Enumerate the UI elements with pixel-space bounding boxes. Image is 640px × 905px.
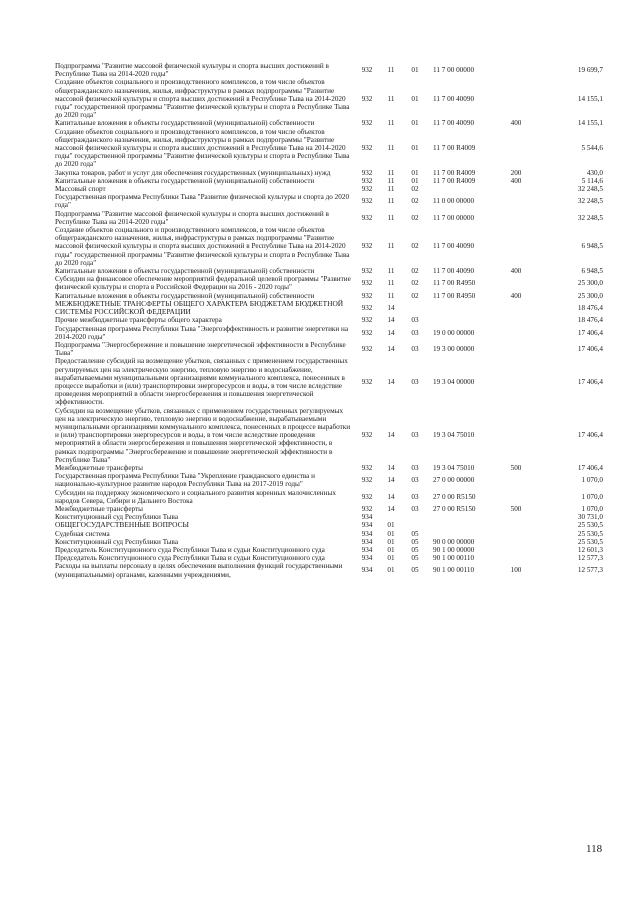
table-row: [55, 177, 615, 185]
row-name: Государственная программа Республики Тыва "Энергоэффективность и развитие энергетики на 2014-2020 годы": [55, 324, 349, 341]
section-code: 01: [387, 566, 395, 575]
subsection-code: 01: [411, 176, 419, 185]
subsection-code: 02: [411, 242, 419, 251]
row-name: Создание объектов социального и производственного комплексов, в том числе объектов общегражданского назначения, жилья, инфраструктуры в рамках подпрограммы "Развитие массовой физической культуры и спорта высших достижений в Республике Тыва на 2014-2020 годы" государственной программы "Развитие физической культуры и спорта в Республике Тыва до 2020 года": [55, 226, 350, 267]
department-code: 932: [361, 66, 373, 75]
subsection-code: 03: [411, 492, 419, 501]
table-row: [55, 275, 615, 291]
target-article-code: 19 0 00 00000: [433, 328, 475, 337]
subsection-code: 03: [411, 316, 419, 325]
target-article-code: 11 7 00 R4009: [433, 168, 476, 177]
row-name: Председатель Конституционного суда Республики Тыва и судьи Конституционного суда: [55, 545, 325, 554]
amount: 32 248,5: [577, 185, 603, 194]
row-name: Межбюджетные трансферты: [55, 463, 143, 472]
target-article-code: 11 7 00 40090: [433, 242, 475, 251]
department-code: 932: [361, 345, 373, 353]
subsection-code: 01: [411, 94, 419, 103]
row-name: Создание объектов социального и производственного комплексов, в том числе объектов общегражданского назначения, жилья, инфраструктуры в рамках подпрограммы "Развитие массовой физической культуры и спорта высших достижений в Республике Тыва на 2014-2020 годы" государственной программы "Развитие физической культуры и спорта в Республике Тыва до 2020 года": [55, 78, 350, 120]
amount: 12 577,3: [577, 566, 603, 575]
expense-type-code: 100: [510, 566, 522, 575]
department-code: 932: [361, 476, 373, 485]
subsection-code: 02: [411, 267, 419, 276]
table-row: [55, 546, 615, 554]
subsection-code: 02: [411, 291, 419, 300]
expense-type-code: 400: [510, 176, 522, 185]
section-code: 11: [387, 267, 395, 276]
row-name: Прочие межбюджетные трансферты общего характера: [55, 316, 222, 325]
row-name: Подпрограмма "Развитие массовой физической культуры и спорта высших достижений в Республике Тыва на 2014-2020 годы": [55, 62, 329, 79]
amount: 1 070,0: [581, 476, 603, 485]
table-row: [55, 530, 615, 538]
table-row: [55, 193, 615, 209]
expense-type-code: 400: [510, 119, 522, 128]
department-code: 932: [361, 328, 373, 337]
section-code: 01: [387, 529, 395, 538]
amount: 25 530,5: [577, 537, 603, 546]
subsection-code: 05: [411, 554, 419, 563]
section-code: 14: [387, 504, 395, 513]
section-code: 01: [387, 554, 395, 563]
subsection-code: 03: [411, 431, 419, 440]
row-name: Субсидии на финансовое обеспечение мероприятий федеральной целевой программы "Развитие физической культуры и спорта в Российской Федерации на 2016 - 2020 годы": [55, 275, 351, 292]
table-row: [55, 554, 615, 562]
section-code: 11: [387, 144, 395, 153]
department-code: 932: [361, 197, 373, 206]
table-row: [55, 325, 615, 341]
section-code: 11: [387, 66, 395, 75]
subsection-code: 05: [411, 545, 419, 554]
section-code: 14: [387, 316, 395, 325]
section-code: 11: [387, 176, 395, 185]
section-code: 11: [387, 197, 395, 206]
row-name: Капитальные вложения в объекты государственной (муниципальной) собственности: [55, 267, 315, 276]
department-code: 934: [361, 521, 373, 530]
target-article-code: 27 0 00 R5150: [433, 504, 476, 513]
amount: 6 948,5: [581, 267, 603, 276]
amount: 25 300,0: [577, 291, 603, 300]
amount: 1 070,0: [581, 504, 603, 513]
department-code: 934: [361, 513, 373, 522]
table-row: [55, 119, 615, 127]
table-row: [55, 562, 615, 578]
section-code: 11: [387, 185, 395, 194]
expense-type-code: 400: [510, 291, 522, 300]
subsection-code: 01: [411, 119, 419, 128]
target-article-code: 11 7 00 R4009: [433, 176, 476, 185]
subsection-code: 03: [411, 463, 419, 472]
section-code: 14: [387, 303, 395, 312]
department-code: 932: [361, 213, 373, 222]
section-code: 14: [387, 476, 395, 485]
table-row: [55, 210, 615, 226]
amount: 17 406,4: [577, 463, 603, 472]
target-article-code: 90 0 00 00000: [433, 537, 475, 546]
row-name: Председатель Конституционного суда Республики Тыва и судьи Конституционного суда: [55, 554, 325, 563]
amount: 17 406,4: [577, 431, 603, 440]
table-row: [55, 521, 615, 529]
amount: 25 530,5: [577, 529, 603, 538]
amount: 1 070,0: [581, 492, 603, 501]
row-name: Предоставление субсидий на возмещение убытков, связанных с применением государственных регулируемых цен на электрическую энергию, тепловую энергию и водоснабжение, вырабатываемыми муниципальными организациями коммунального комплекса, понесенных в процессе выработки и (или) транспортировки энергоресурсов и воды, в том числе вследствие проведения мероприятий в области энергосбережения и повышения энергетической эффективности.: [55, 357, 348, 407]
target-article-code: 27 0 00 00000: [433, 476, 475, 485]
department-code: 932: [361, 185, 373, 194]
row-name: Государственная программа Республики Тыва "Укрепление гражданского единства и национально-культурное развитие народов Республики Тыва на 2017-2019 годы": [55, 472, 315, 489]
target-article-code: 11 7 00 40090: [433, 267, 475, 276]
row-name: Подпрограмма "Энергосбережение и повышение энергетической эффективности в Республике Тыва": [55, 340, 346, 358]
amount: 18 476,4: [577, 316, 603, 325]
section-code: 14: [387, 377, 395, 386]
amount: 5 544,6: [581, 144, 603, 153]
table-row: [55, 185, 615, 193]
section-code: 11: [387, 291, 395, 300]
department-code: 934: [361, 566, 373, 575]
amount: 25 530,5: [577, 521, 603, 530]
table-row: [55, 300, 615, 316]
subsection-code: 02: [411, 279, 419, 288]
department-code: 932: [361, 119, 373, 128]
department-code: 932: [361, 279, 373, 288]
target-article-code: 11 7 00 R4950: [433, 279, 476, 288]
target-article-code: 90 1 00 00000: [433, 545, 475, 554]
amount: 14 155,1: [577, 94, 603, 103]
department-code: 932: [361, 291, 373, 300]
department-code: 934: [361, 529, 373, 538]
amount: 18 476,4: [577, 303, 603, 312]
department-code: 932: [361, 144, 373, 153]
amount: 25 300,0: [577, 279, 603, 288]
budget-table: [55, 62, 615, 579]
subsection-code: 05: [411, 566, 419, 575]
subsection-code: 03: [411, 328, 419, 337]
section-code: 01: [387, 537, 395, 546]
section-code: 01: [387, 545, 395, 554]
row-name: Капитальные вложения в объекты государственной (муниципальной) собственности: [55, 176, 315, 185]
row-name: Капитальные вложения в объекты государственной (муниципальной) собственности: [55, 291, 315, 300]
row-name: Государственная программа Республики Тыва "Развитие физической культуры и спорта до 2020 года": [55, 193, 350, 210]
target-article-code: 11 7 00 40090: [433, 94, 475, 103]
table-row: [55, 407, 615, 464]
subsection-code: 03: [411, 345, 419, 353]
section-code: 14: [387, 345, 395, 353]
amount: 14 155,1: [577, 119, 603, 128]
section-code: 11: [387, 168, 395, 177]
amount: 32 248,5: [577, 213, 603, 222]
target-article-code: 19 3 04 75010: [433, 431, 475, 440]
row-name: МЕЖБЮДЖЕТНЫЕ ТРАНСФЕРТЫ ОБЩЕГО ХАРАКТЕРА БЮДЖЕТАМ БЮДЖЕТНОЙ СИСТЕМЫ РОССИЙСКОЙ ФЕДЕРАЦИИ: [55, 298, 344, 317]
row-name: Расходы на выплаты персоналу в целях обеспечения выполнения функций государственными (муниципальными) органами, казенными учреждениями,: [55, 562, 343, 579]
amount: 32 248,5: [577, 197, 603, 206]
subsection-code: 01: [411, 66, 419, 75]
amount: 17 406,4: [577, 328, 603, 337]
target-article-code: 19 3 04 75010: [433, 463, 475, 472]
table-row: [55, 464, 615, 472]
row-name: Закупка товаров, работ и услуг для обеспечения государственных (муниципальных) нужд: [55, 168, 331, 177]
section-code: 11: [387, 242, 395, 251]
department-code: 932: [361, 504, 373, 513]
subsection-code: 02: [411, 213, 419, 222]
target-article-code: 11 7 00 00000: [433, 66, 475, 75]
department-code: 932: [361, 168, 373, 177]
row-name: Массовый спорт: [55, 185, 106, 194]
department-code: 932: [361, 242, 373, 251]
row-name: Конституционный суд Республики Тыва: [55, 537, 179, 546]
subsection-code: 02: [411, 197, 419, 206]
table-row: [55, 489, 615, 505]
expense-type-code: 500: [510, 504, 522, 513]
department-code: 932: [361, 303, 373, 312]
target-article-code: 19 3 04 00000: [433, 377, 475, 386]
department-code: 932: [361, 316, 373, 325]
table-row: [55, 226, 615, 267]
amount: 19 699,7: [577, 66, 603, 75]
target-article-code: 11 7 00 R4950: [433, 291, 476, 300]
department-code: 932: [361, 463, 373, 472]
department-code: 934: [361, 537, 373, 546]
amount: 430,0: [586, 168, 603, 177]
table-row: [55, 169, 615, 177]
table-row: [55, 538, 615, 546]
section-code: 11: [387, 119, 395, 128]
target-article-code: 11 7 00 R4009: [433, 144, 476, 153]
row-name: Создание объектов социального и производственного комплексов, в том числе объектов общегражданского назначения, жилья, инфраструктуры в рамках подпрограммы "Развитие массовой физической культуры и спорта высших достижений в Республике Тыва на 2014-2020 годы" государственной программы "Развитие физической культуры и спорта в Республике Тыва до 2020 года": [55, 127, 350, 169]
table-row: [55, 128, 615, 169]
target-article-code: 11 7 00 00000: [433, 213, 475, 222]
subsection-code: 03: [411, 476, 419, 485]
subsection-code: 02: [411, 185, 419, 194]
table-row: [55, 505, 615, 513]
subsection-code: 01: [411, 168, 419, 177]
department-code: 934: [361, 554, 373, 563]
department-code: 932: [361, 492, 373, 501]
row-name: ОБЩЕГОСУДАРСТВЕННЫЕ ВОПРОСЫ: [55, 520, 189, 530]
target-article-code: 11 7 00 40090: [433, 119, 475, 128]
target-article-code: 11 0 00 00000: [433, 197, 475, 206]
table-row: [55, 62, 615, 78]
department-code: 934: [361, 545, 373, 554]
amount: 6 948,5: [581, 242, 603, 251]
amount: 12 577,3: [577, 554, 603, 563]
row-name: Подпрограмма "Развитие массовой физической культуры и спорта высших достижений в Республике Тыва на 2014-2020 годы": [55, 209, 329, 226]
section-code: 11: [387, 94, 395, 103]
subsection-code: 03: [411, 504, 419, 513]
table-row: [55, 267, 615, 275]
department-code: 932: [361, 94, 373, 103]
table-row: [55, 316, 615, 324]
amount: 17 406,4: [577, 345, 603, 353]
expense-type-code: 200: [510, 168, 522, 177]
section-code: 14: [387, 492, 395, 501]
row-name: Субсидии на поддержку экономического и социального развития коренных малочисленных народов Севера, Сибири и Дальнего Востока: [55, 488, 336, 505]
subsection-code: 01: [411, 144, 419, 153]
section-code: 14: [387, 328, 395, 337]
amount: 12 601,3: [577, 545, 603, 554]
row-name: Конституционный суд Республики Тыва: [55, 513, 179, 522]
row-name: Капитальные вложения в объекты государственной (муниципальной) собственности: [55, 119, 315, 128]
section-code: 11: [387, 279, 395, 288]
department-code: 932: [361, 377, 373, 386]
target-article-code: 90 1 00 00110: [433, 554, 475, 563]
amount: 17 406,4: [577, 377, 603, 386]
subsection-code: 05: [411, 529, 419, 538]
page-number: 118: [586, 843, 603, 855]
expense-type-code: 500: [510, 463, 522, 472]
department-code: 932: [361, 267, 373, 276]
table-row: [55, 78, 615, 119]
subsection-code: 03: [411, 377, 419, 386]
expense-type-code: 400: [510, 267, 522, 276]
row-name: Судебная система: [55, 529, 110, 538]
target-article-code: 19 3 00 00000: [433, 345, 475, 353]
amount: 30 731,0: [577, 513, 603, 522]
target-article-code: 27 0 00 R5150: [433, 492, 476, 501]
row-name: Межбюджетные трансферты: [55, 504, 143, 513]
table-row: [55, 341, 615, 357]
target-article-code: 90 1 00 00110: [433, 566, 475, 575]
section-code: 01: [387, 521, 395, 530]
section-code: 14: [387, 431, 395, 440]
department-code: 932: [361, 176, 373, 185]
section-code: 11: [387, 213, 395, 222]
section-code: 14: [387, 463, 395, 472]
table-row: [55, 357, 615, 406]
amount: 5 114,6: [581, 176, 603, 185]
table-row: [55, 472, 615, 488]
department-code: 932: [361, 431, 373, 440]
row-name: Субсидии на возмещение убытков, связанных с применением государственных регулируемых цен на электрическую энергию, тепловую энергию и водоснабжение, вырабатываемыми муниципальными организациями коммунального комплекса, понесенных в процессе выработки и (или) транспортировки энергоресурсов и воды, в том числе вследствие проведения мероприятий в области энергосбережения и повышения энергетической эффективности, в рамках подпрограммы "Энергосбережение и повышение энергетической эффективности в Республике Тыва": [55, 406, 351, 464]
subsection-code: 05: [411, 537, 419, 546]
